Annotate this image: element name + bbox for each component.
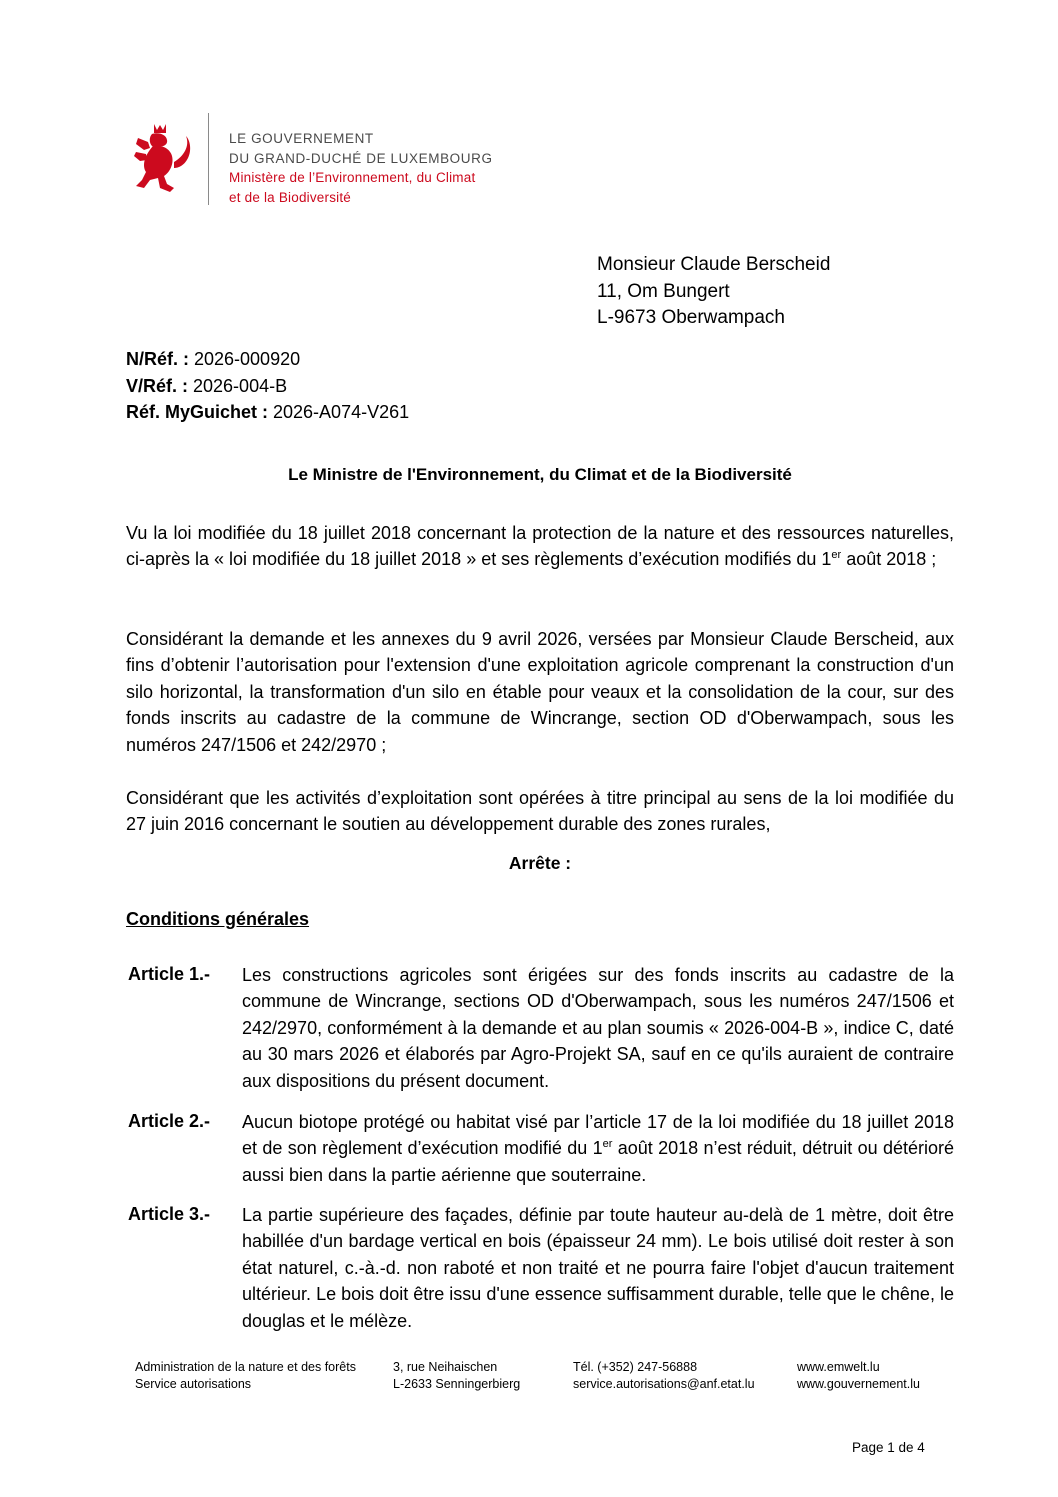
footer-contact: Tél. (+352) 247-56888 service.autorisations@anf.etat.lu [573, 1360, 755, 1391]
myguichet-ref: Réf. MyGuichet : 2026-A074-V261 [126, 402, 410, 422]
document-title: Le Ministre de l'Environnement, du Climat et de la Biodiversité [288, 465, 792, 484]
article-2-text: Aucun biotope protégé ou habitat visé par l’article 17 de la loi modifiée du 18 juillet 2018 et de son règlement d’exécution modifié du 1er août 2018 n’est réduit, détruit ou détérioré aussi bien dans la partie aérienne que souterraine. [242, 1112, 954, 1185]
article-3-label: Article 3.- [128, 1204, 211, 1224]
article-2-label: Article 2.- [128, 1111, 211, 1131]
article-1-label: Article 1.- [128, 964, 211, 984]
recipient-street: 11, Om Bungert [597, 280, 730, 302]
n-ref: N/Réf. : 2026-000920 [126, 349, 301, 369]
v-ref: V/Réf. : 2026-004-B [126, 375, 288, 396]
ministry-line-1: Ministère de l’Environnement, du Climat [229, 170, 476, 185]
references-block [126, 346, 409, 426]
ministry-line-2: et de la Biodiversité [229, 189, 352, 205]
article-1-text: Les constructions agricoles sont érigées sur des fonds inscrits au cadastre de la commune de Wincrange, sections OD d'Oberwampach, sous les numéros 247/1506 et 242/2970, conformément à la demande et au plan soumis « 2026-004-B », indice C, daté au 30 mars 2026 et élaborés par Agro-Projekt SA, sauf en ce qu'ils auraient de contraire aux dispositions du présent document. [242, 965, 954, 1091]
footer-administration: Administration de la nature et des forêts Service autorisations [135, 1360, 356, 1391]
article-3-text: La partie supérieure des façades, définie par toute hauteur au-delà de 1 mètre, doit être habillée d'un bardage vertical en bois (épaisseur 24 mm). Le bois utilisé doit rester à son état naturel, c.-à.-d. non raboté et non traité et ne pourra faire l'objet d'aucun traitement ultérieur. Le bois doit être issu d'une essence suffisamment durable, telle que le chêne, le douglas et le mélèze. [242, 1205, 954, 1331]
paragraph-considerant-2: Considérant que les activités d’exploitation sont opérées à titre principal au sens de la loi modifiée du 27 juin 2016 concernant le soutien au développement durable des zones rurales, [126, 788, 954, 835]
paragraph-considerant-1: Considérant la demande et les annexes du 9 avril 2026, versées par Monsieur Claude Berscheid, aux fins d’obtenir l’autorisation pour l'extension d'une exploitation agricole comprenant la construction d'un silo horizontal, la transformation d'un silo en étable pour veaux et la consolidation de la cour, sur des fonds inscrits au cadastre de la commune de Wincrange, section OD d'Oberwampach, sous les numéros 247/1506 et 242/2970 ; [126, 629, 954, 755]
government-header [229, 129, 493, 207]
arrete-heading: Arrête : [508, 853, 572, 873]
section-title: Conditions générales [126, 909, 310, 929]
red-lion-icon [130, 122, 192, 196]
footer-address: 3, rue Neihaischen L-2633 Senningerbierg [393, 1360, 521, 1391]
recipient-city: L-9673 Oberwampach [597, 307, 785, 328]
recipient-address [597, 252, 830, 332]
org-line-1: LE GOUVERNEMENT [229, 131, 374, 146]
header-separator [208, 113, 209, 205]
paragraph-vu: Vu la loi modifiée du 18 juillet 2018 concernant la protection de la nature et des ressources naturelles, ci-après la « loi modifiée du 18 juillet 2018 » et ses règlements d’exécution modifiés du 1er août 2018 ; [126, 523, 954, 570]
recipient-name: Monsieur Claude Berscheid [597, 254, 831, 275]
page-number: Page 1 de 4 [852, 1440, 925, 1455]
org-line-2: DU GRAND-DUCHÉ DE LUXEMBOURG [229, 150, 493, 166]
footer-websites: www.emwelt.lu www.gouvernement.lu [797, 1360, 920, 1391]
